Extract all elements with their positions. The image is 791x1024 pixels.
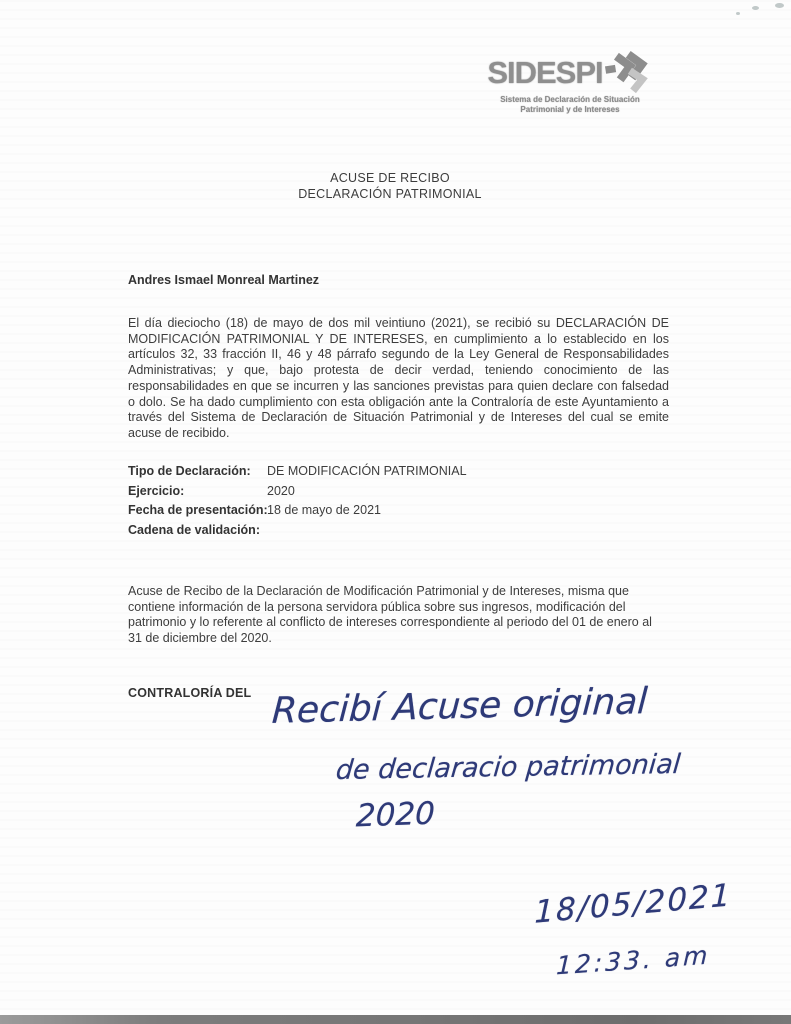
logo-tagline-line1: Sistema de Declaración de Situación — [500, 95, 640, 104]
handwritten-note-line2: de declaracio patrimonial — [334, 748, 682, 787]
declaration-fields — [128, 464, 588, 538]
field-label-tipo: Tipo de Declaración: — [128, 464, 251, 478]
field-value-fecha: 18 de mayo de 2021 — [267, 503, 381, 517]
handwritten-date: 18/05/2021 — [534, 877, 733, 931]
sidespi-logo-text: SIDESPI — [487, 55, 603, 90]
declarant-name: Andres Ismael Monreal Martinez — [128, 273, 320, 287]
logo-tagline-line2: Patrimonial y de Intereses — [520, 104, 620, 114]
summary-paragraph: Acuse de Recibo de la Declaración de Modificación Patrimonial y de Intereses, misma que contiene información de la persona servidora pública sobre sus ingresos, modificación del patrimonio y lo referente al conflicto de intereses correspondiente al periodo del 01 de enero al 31 de diciembre del 2020. — [128, 584, 652, 646]
scan-speck — [752, 6, 759, 10]
title-line-acuse: ACUSE DE RECIBO — [330, 171, 450, 185]
handwritten-time: 12:33. am — [555, 940, 711, 981]
field-value-tipo: DE MODIFICACIÓN PATRIMONIAL — [267, 464, 467, 478]
field-label-fecha: Fecha de presentación: — [128, 503, 268, 517]
contraloria-label: CONTRALORÍA DEL — [128, 686, 252, 700]
document-title — [0, 170, 780, 202]
scan-speck — [775, 3, 784, 8]
handwritten-note-line3: 2020 — [355, 795, 436, 835]
receipt-body-paragraph: El día dieciocho (18) de mayo de dos mil veintiuno (2021), se recibió su DECLARACIÓN DE MODIFICACIÓN PATRIMONIAL Y DE INTERESES, en cumplimiento a lo establecido en los artículos 32, 33 fracción II, 46 y 48 párrafo segundo de la Ley General de Responsabilidades Administrativas; y que, bajo protesta de decir verdad, teniendo conocimiento de las responsabilidades en que se incurren y las sanciones previstas para quien declare con falsedad o dolo. Se ha dado cumplimiento con esta obligación ante la Contraloría de este Ayuntamiento a través del Sistema de Declaración de Situación Patrimonial y de Intereses del cual se emite acuse de recibido. — [128, 316, 669, 440]
title-line-declaracion: DECLARACIÓN PATRIMONIAL — [298, 187, 482, 201]
field-value-ejercicio: 2020 — [267, 483, 295, 498]
field-value-cadena — [267, 523, 588, 538]
sidespi-logo — [470, 52, 670, 114]
handwritten-note-line1: Recibí Acuse original — [270, 681, 649, 732]
field-label-ejercicio: Ejercicio: — [128, 483, 185, 498]
scan-speck — [736, 12, 740, 15]
sidespi-arrow-icon — [605, 48, 653, 94]
field-label-cadena: Cadena de validación: — [128, 522, 260, 537]
scanner-edge-bar — [0, 1015, 791, 1024]
